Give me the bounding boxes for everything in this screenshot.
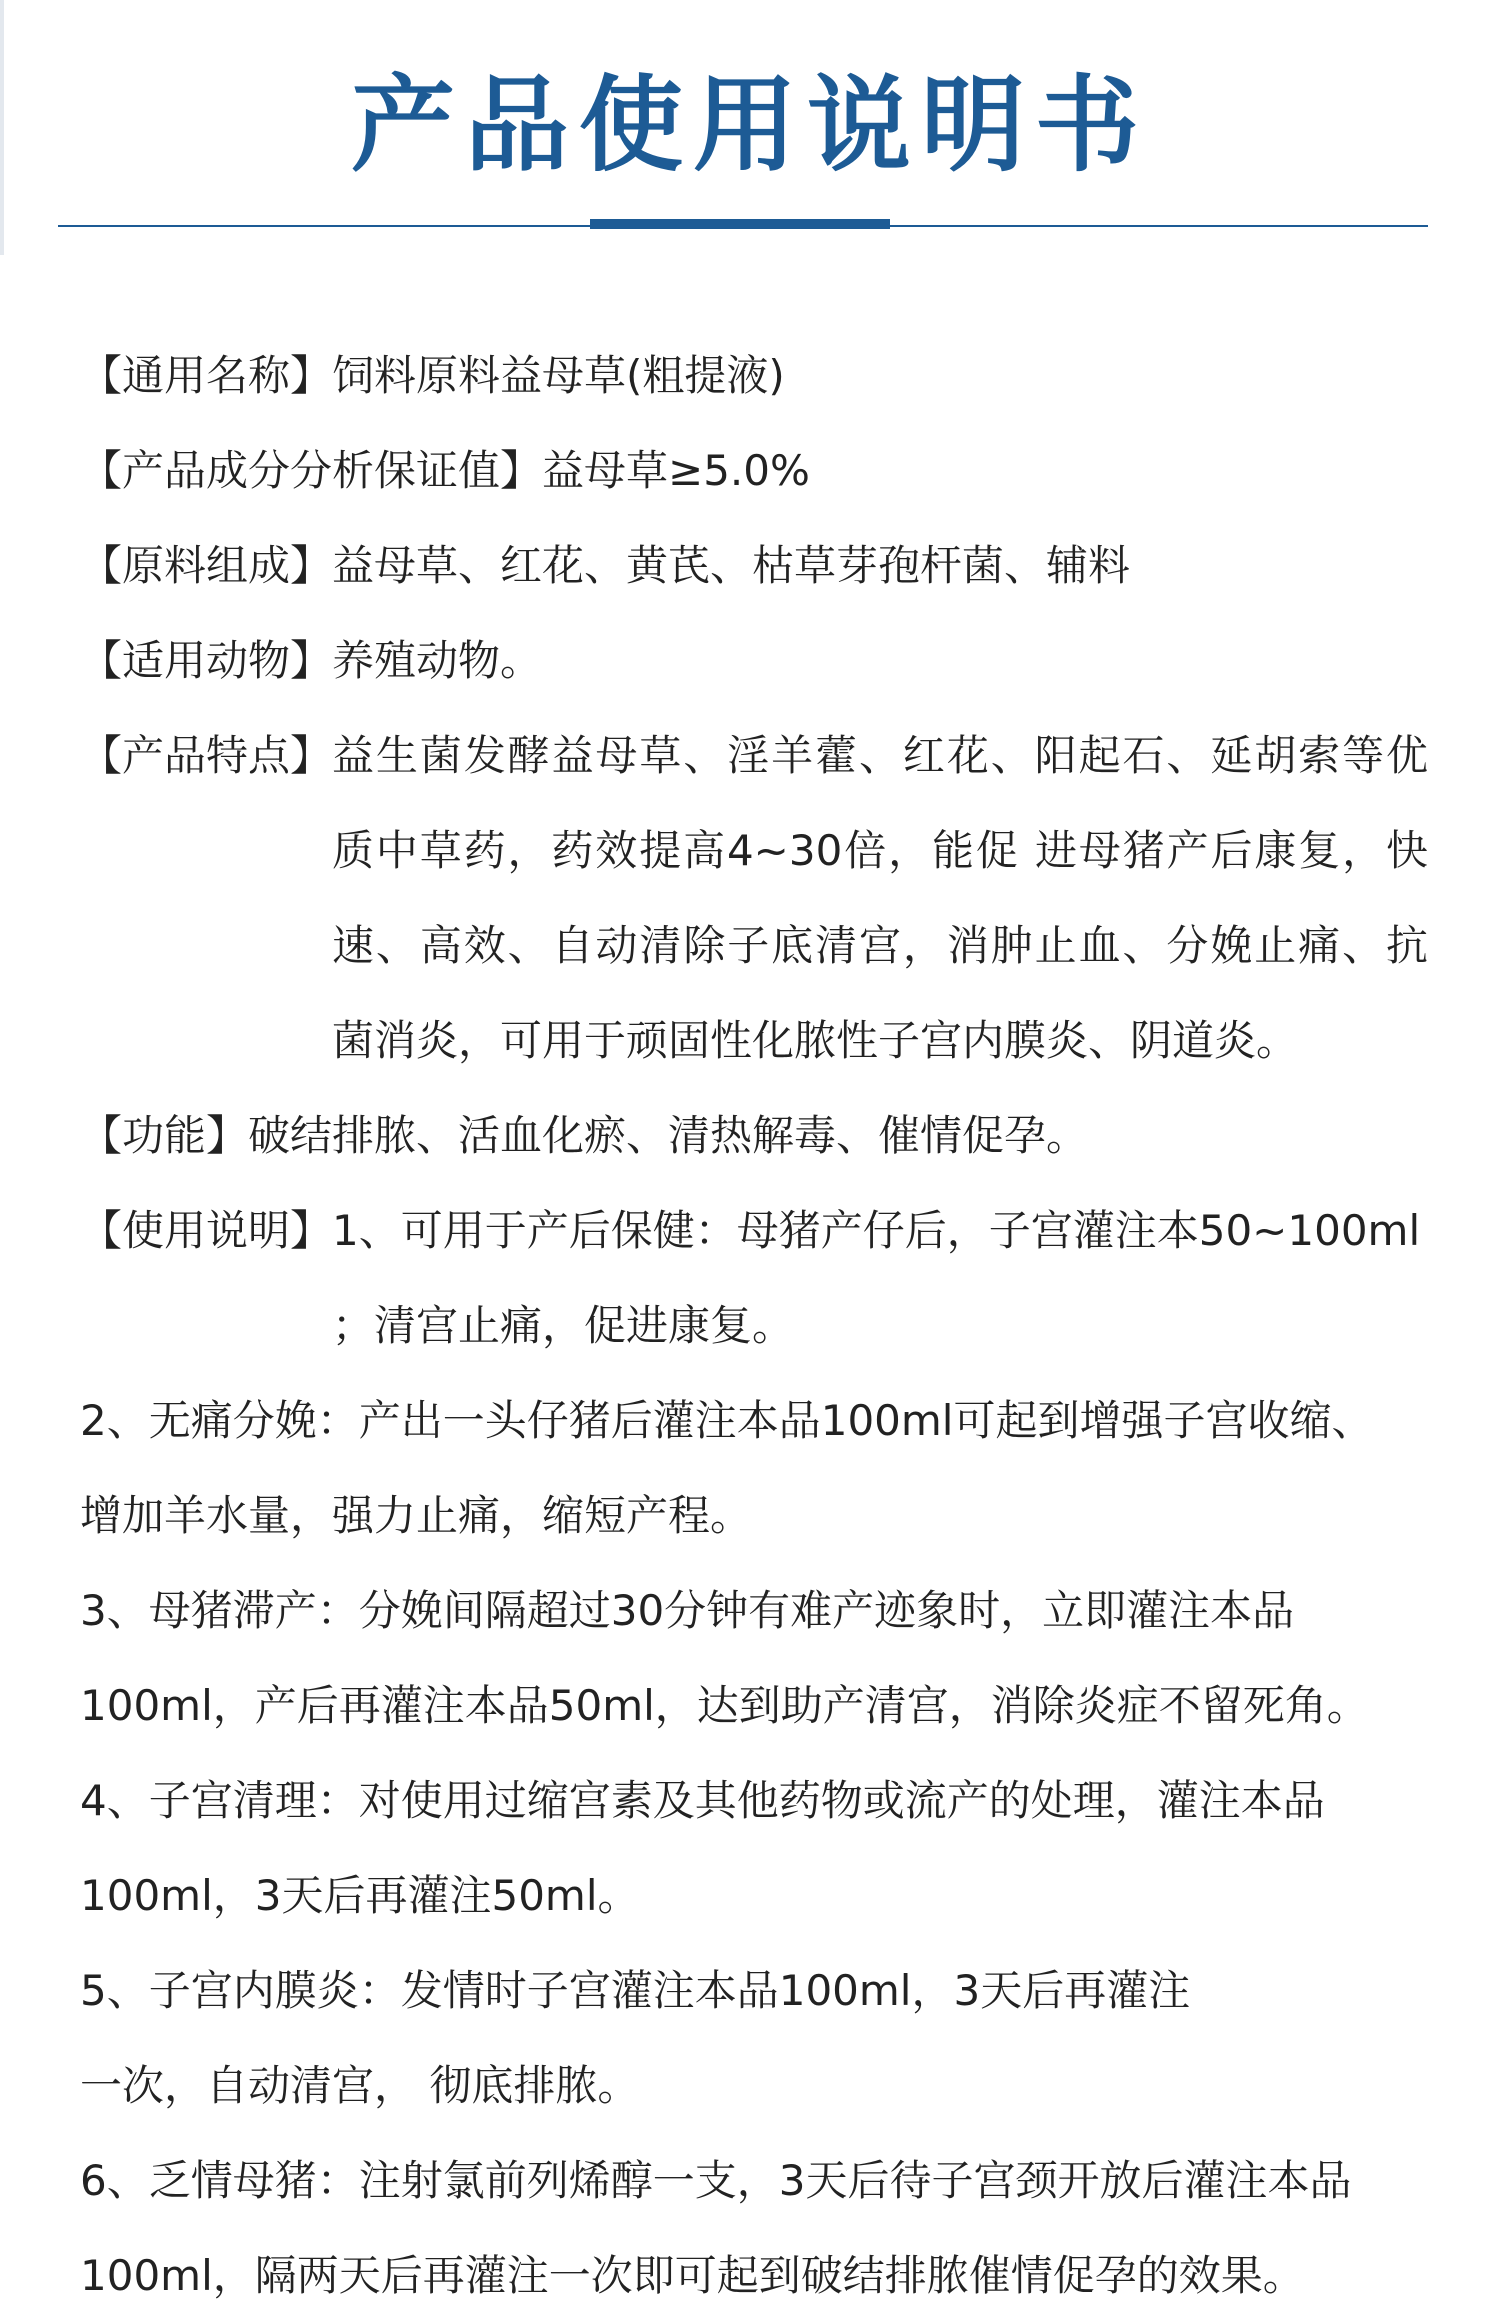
usage-line: ；清宫止痛，促进康复。 xyxy=(332,1301,795,1350)
usage-item-line: 6、乏情母猪：注射氯前列烯醇一支，3天后待子宫颈开放后灌注本品 xyxy=(80,2156,1352,2205)
feature-line: 菌消炎，可用于顽固性化脓性子宫内膜炎、阴道炎。 xyxy=(332,1016,1299,1065)
usage-item-line: 一次，自动清宫， 彻底排脓。 xyxy=(80,2061,640,2110)
field-label: 【使用说明】 xyxy=(80,1206,333,1255)
instruction-body xyxy=(80,328,1440,2323)
field-label: 【功能】 xyxy=(80,1111,249,1160)
field-value: 饲料原料益母草(粗提液) xyxy=(332,351,785,400)
usage-item-line: 4、子宫清理：对使用过缩宫素及其他药物或流产的处理，灌注本品 xyxy=(80,1776,1325,1825)
usage-item-line: 100ml，隔两天后再灌注一次即可起到破结排脓催情促孕的效果。 xyxy=(80,2251,1305,2300)
field-label: 【原料组成】 xyxy=(80,541,333,590)
field-value: 益母草、红花、黄芪、枯草芽孢杆菌、辅料 xyxy=(332,541,1131,590)
feature-line: 益生菌发酵益母草、淫羊藿、红花、阳起石、延胡索等优 xyxy=(332,731,1429,780)
usage-item-line: 5、子宫内膜炎：发情时子宫灌注本品100ml，3天后再灌注 xyxy=(80,1966,1191,2015)
usage-item-line: 100ml，3天后再灌注50ml。 xyxy=(80,1871,640,1920)
usage-item-line: 2、无痛分娩：产出一头仔猪后灌注本品100ml可起到增强子宫收缩、 xyxy=(80,1396,1374,1445)
field-target-animals xyxy=(80,613,1440,708)
field-value: 养殖动物。 xyxy=(332,636,543,685)
field-value: 破结排脓、活血化瘀、清热解毒、催情促孕。 xyxy=(248,1111,1089,1160)
field-label: 【通用名称】 xyxy=(80,351,333,400)
field-label: 【产品特点】 xyxy=(80,731,333,780)
page-title: 产品使用说明书 xyxy=(350,64,1149,186)
usage-item-line: 增加羊水量，强力止痛，缩短产程。 xyxy=(80,1491,753,1540)
feature-line: 速、高效、自动清除子底清宫，消肿止血、分娩止痛、抗 xyxy=(332,921,1429,970)
field-function xyxy=(80,1088,1440,1183)
field-ingredients xyxy=(80,518,1440,613)
field-label: 【适用动物】 xyxy=(80,636,333,685)
field-label: 【产品成分分析保证值】 xyxy=(80,446,543,495)
field-usage xyxy=(80,1183,1440,1373)
feature-line: 质中草药，药效提高4~30倍，能促 进母猪产后康复，快 xyxy=(332,826,1429,875)
field-value xyxy=(332,1183,1428,1373)
field-guaranteed-value xyxy=(80,423,1440,518)
usage-line: 1、可用于产后保健：母猪产仔后，子宫灌注本50~100ml xyxy=(332,1206,1421,1255)
title-divider-accent xyxy=(590,219,890,229)
field-features xyxy=(80,708,1440,1088)
usage-item-line: 100ml，产后再灌注本品50ml，达到助产清宫，消除炎症不留死角。 xyxy=(80,1681,1369,1730)
field-generic-name xyxy=(80,328,1440,423)
field-value: 益母草≥5.0% xyxy=(542,446,810,495)
field-value xyxy=(332,708,1428,1088)
usage-item-line: 3、母猪滞产：分娩间隔超过30分钟有难产迹象时，立即灌注本品 xyxy=(80,1586,1295,1635)
